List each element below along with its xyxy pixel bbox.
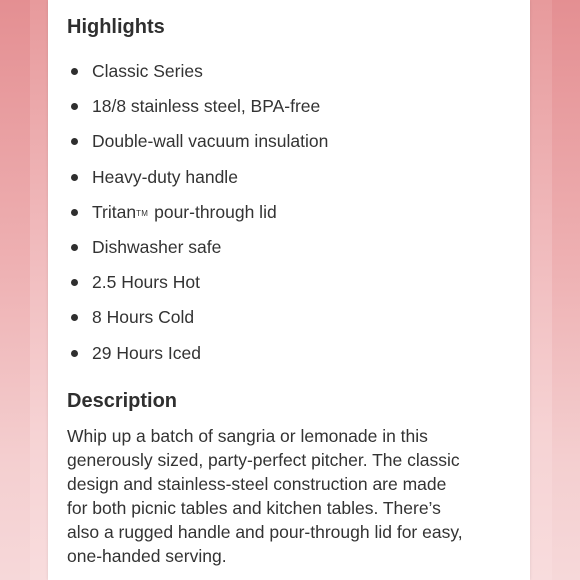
- highlight-text: Heavy-duty handle: [92, 166, 238, 187]
- highlight-text-rest: pour-through lid: [149, 201, 277, 222]
- description-heading: Description: [67, 390, 178, 412]
- highlights-list: [67, 58, 467, 375]
- highlights-heading: Highlights: [67, 16, 165, 38]
- bullet-icon: [71, 103, 78, 110]
- bullet-icon: [71, 174, 78, 181]
- bullet-icon: [71, 209, 78, 216]
- bullet-icon: [71, 314, 78, 321]
- list-item: [67, 164, 467, 199]
- bullet-icon: [71, 138, 78, 145]
- background-left-edge: [0, 0, 30, 580]
- highlight-text-brand: Tritan: [92, 201, 137, 222]
- bullet-icon: [71, 68, 78, 75]
- list-item: [67, 199, 467, 234]
- highlight-text: Double-wall vacuum insulation: [92, 131, 329, 152]
- highlight-text: Classic Series: [92, 61, 203, 81]
- highlight-text: 2.5 Hours Hot: [92, 272, 200, 293]
- trademark-symbol: TM: [136, 208, 149, 218]
- list-item: [67, 269, 467, 304]
- list-item: [67, 234, 467, 269]
- bullet-icon: [71, 244, 78, 251]
- bullet-icon: [71, 350, 78, 357]
- background-right-edge: [552, 0, 580, 580]
- highlight-text: 29 Hours Iced: [92, 342, 201, 363]
- list-item: [67, 128, 467, 163]
- list-item: [67, 340, 467, 375]
- bullet-icon: [71, 279, 78, 286]
- list-item: [67, 304, 467, 339]
- highlight-text: Dishwasher safe: [92, 236, 222, 257]
- highlight-text: 18/8 stainless steel, BPA-free: [92, 96, 321, 117]
- highlight-text: 8 Hours Cold: [92, 307, 195, 328]
- list-item: [67, 93, 467, 128]
- list-item: [67, 58, 467, 93]
- description-body: Whip up a batch of sangria or lemonade in this generously sized, party-perfect pitcher. The classic design and stainless-steel construction are made for both picnic tables and kitchen tables. There’s also a rugged handle and pour-through lid for easy, one-handed serving.: [67, 426, 463, 566]
